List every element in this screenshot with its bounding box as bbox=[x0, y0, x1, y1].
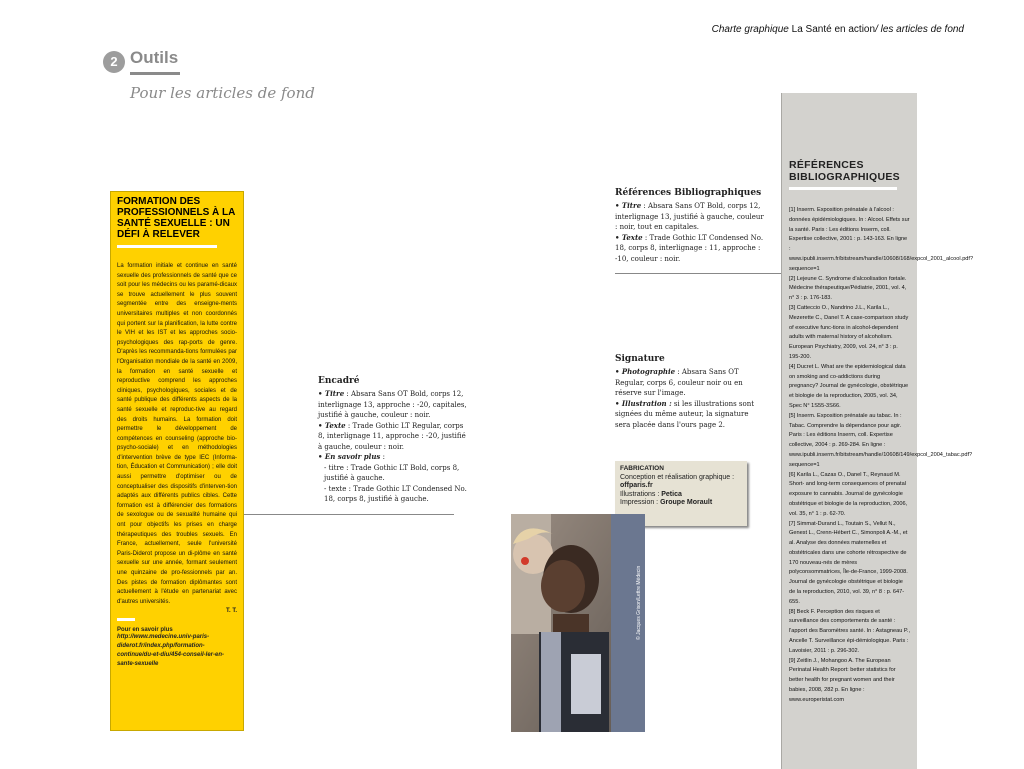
reference-item: [3] Catteccio O., Nandrino J.L., Karila L., Mezerette C., Danel T. A case-comparison study of executive func-tions in alcohol-dependent adults with maternal history of alcoholism. European Psychiatry, 2009, vol. 24, n° 3 : p. 195-200. bbox=[789, 304, 909, 360]
spec-sub-text: - texte : Trade Gothic LT Condensed No. 18, corps 8, justifié à gauche. bbox=[324, 484, 467, 503]
encadre-more-link[interactable]: http://www.medecine.univ-paris-diderot.fr/index.php/formation-continue/du-et-diu/454-conseil-ler-en-sante-sexuelle bbox=[117, 634, 225, 668]
refs-spec-body bbox=[615, 201, 765, 264]
section-number-badge: 2 bbox=[103, 51, 125, 73]
fabrication-value: Petica bbox=[661, 490, 682, 498]
spec-text: si les illustrations sont signées du même auteur, la signature sera placée dans l'ours page 2. bbox=[615, 399, 755, 429]
references-column bbox=[781, 93, 974, 769]
child-photo-illustration bbox=[511, 514, 645, 732]
spec-text: : Trade Gothic LT Condensed No. 18, corps 8, interlignage : 11, approche : -10, couleur : noir. bbox=[615, 233, 764, 263]
encadre-more-title: Pour en savoir plus bbox=[117, 627, 173, 634]
reference-item: [7] Simmat-Durand L., Toutain S., Vellut N., Genest L., Crenn-Hébert C., Simonpoli A.-M., et al. Analyse des données maternelles et obstétricales dans une cohorte rétrospective de 170 nouveau-nés de mères polyconsommatrices, Île-de-France, 1999-2008. Journal de gynécologie obstétrique et biologie de la reproduction, 2010, vol. 39, n° 8 : p. 647-655. bbox=[789, 520, 908, 605]
spec-label: • En savoir plus bbox=[318, 452, 381, 461]
reference-item: [4] Ducret L. What are the epidemiological data on smoking and co-addictions during pregnancy? Journal de gynécologie, obstétrique et biologie de la reproduction, 2005, vol. 34, Spec N° 1S55-3S66. bbox=[789, 363, 909, 409]
reference-item: [1] Inserm. Exposition prénatale à l'alcool : données épidémiologiques. In : Alcool. Effets sur la santé. Paris : Les éditions Inserm, coll. Expertise collective, 2001 : p. 143-163. En ligne : www.ipubli.inserm.fr/bitstream/handle/10608/168/expcol_2001_alcool.pdf?sequence=1 bbox=[789, 207, 974, 272]
spec-text: : Absara Sans OT Regular, corps 6, couleur noir ou en réserve sur l'image. bbox=[615, 368, 743, 397]
encadre-spec-title: Encadré bbox=[318, 376, 360, 386]
references-list bbox=[789, 206, 974, 706]
section-title-underline bbox=[130, 72, 180, 75]
refs-connector-line bbox=[615, 273, 787, 274]
section-title: Outils bbox=[130, 48, 179, 67]
encadre-box-body: La formation initiale et continue en santé sexuelle des professionnels de santé que ce soit pour les médecins ou les paramé-dicaux se trouve actuellement le plus souvent segmentée entre des enseigne-ments universitaires multiples et non coordonnés qui portent sur la planification, la lutte contre le VIH et les IST et les approches socio-psychologiques des rap-ports de genre. D'après les recommanda-tions formulées par l'Organisation mondiale de la santé en 2009, la formation en santé sexuelle et reproductive comprend les approches cliniques, psychologiques, sociales et de santé publique des différents aspects de la santé sexuelle et reproduc-tive au regard des droits humains. La formation doit permettre le développement de compétences en counseling (approche bio-psycho-sociale) et en méthodologies d'intervention brève de type IEC (Informa-tion, Éducation et Communication) ; elle doit aussi permettre d'optimiser ou de conceptualiser des dispositifs d'interven-tion adaptés aux différents publics cibles. Cette formation est à différencier des formations de sexologue ou de sexualité humaine qui ont pour objectifs les prises en charge thérapeutiques des troubles sexuels. En France, actuellement, seule l'université Paris-Diderot propose un di-plôme en santé sexuelle sur une année, formant seulement une quinzaine de pro-fessionnels par an. Des pistes de formation diplômantes sont actuellement à l'étude en partenariat avec d'autres universités. bbox=[117, 263, 237, 605]
spec-label: • Titre bbox=[318, 389, 345, 398]
child-photo bbox=[511, 514, 645, 732]
fabrication-line-1: Conception et réalisation graphique : bbox=[620, 473, 735, 481]
header-mid: La Santé en action bbox=[788, 24, 876, 35]
reference-item: [5] Inserm. Exposition prénatale au tabac. In : Tabac. Comprendre la dépendance pour agir. Paris : Les éditions Inserm, coll. Expertise collective, 2004 : p. 269-284. En ligne : www.ipubli.inserm.fr/bitstream/handle/10608/149/expcol_2004_tabac.pdf?sequence=1 bbox=[789, 412, 973, 468]
encadre-box-title: FORMATION DES PROFESSIONNELS À LA SANTÉ SEXUELLE : UN DÉFI À RELEVER bbox=[117, 196, 235, 240]
spec-text: : Trade Gothic LT Regular, corps 8, interlignage 11, approche : -20, justifié à gauche, couleur : noir. bbox=[318, 421, 466, 451]
refs-spec-title: Références Bibliographiques bbox=[615, 188, 762, 198]
encadre-title-bar bbox=[117, 245, 217, 248]
fabrication-line-2: offparis.fr bbox=[620, 482, 653, 490]
spec-label: • Texte bbox=[318, 420, 346, 430]
encadre-box-signature: T. T. bbox=[225, 608, 237, 615]
spec-text: : Absara Sans OT Bold, corps 12, interlignage 13, approche : -20, capitales, justifié à gauche, couleur : noir. bbox=[318, 390, 467, 419]
section-subtitle: Pour les articles de fond bbox=[130, 84, 315, 102]
spec-sub-title: - titre : Trade Gothic LT Bold, corps 8, justifié à gauche. bbox=[324, 463, 460, 482]
header-left: Charte graphique bbox=[711, 24, 789, 35]
signature-spec-title: Signature bbox=[615, 354, 665, 364]
header-right: / les articles de fond bbox=[875, 24, 964, 35]
references-title-bar bbox=[789, 187, 897, 190]
spec-label: • Texte bbox=[615, 232, 643, 242]
encadre-connector-line bbox=[244, 514, 454, 515]
fabrication-label: Illustrations : bbox=[620, 490, 662, 498]
reference-item: [6] Karila L., Cazas O., Danel T., Reynaud M. Short- and long-term consequences of prenatal exposure to cannabis. Journal de gynécologie obstétrique et biologie de la reproduction, 2006, vol. 35, n° 1 : p. 62-70. bbox=[789, 471, 908, 517]
reference-item: [2] Lejeune C. Syndrome d'alcoolisation fœtale. Médecine thérapeutique/Pédiatrie, 2001, vol. 4, n° 3 : p. 176-183. bbox=[789, 275, 907, 302]
spec-label: • Illustration : bbox=[615, 398, 672, 408]
photo-credit: © Jacques Grison/Lettre Médecin bbox=[636, 565, 642, 640]
fabrication-title: FABRICATION bbox=[620, 465, 664, 472]
spec-label: • Titre bbox=[615, 201, 642, 210]
encadre-box bbox=[110, 191, 244, 731]
spec-text: : bbox=[380, 453, 385, 461]
encadre-spec-body bbox=[318, 389, 468, 505]
signature-spec-body bbox=[615, 367, 765, 430]
spec-text: : Absara Sans OT Bold, corps 12, interlignage 13, justifié à gauche, couleur : noir, tout en capitales. bbox=[615, 202, 764, 231]
reference-item: [9] Zeitlin J., Mohangoo A. The European Perinatal Health Report: better statistics for better health for pregnant women and their babies, 2008, 282 p. En ligne : www.europeristat.com bbox=[789, 657, 896, 703]
fabrication-value: Groupe Morault bbox=[660, 499, 713, 507]
references-title: RÉFÉRENCES BIBLIOGRAPHIQUES bbox=[789, 159, 900, 183]
spec-label: • Photographie bbox=[615, 367, 676, 376]
encadre-more-bar bbox=[117, 618, 135, 621]
page-header bbox=[712, 24, 964, 35]
fabrication-label: Impression : bbox=[620, 499, 661, 507]
reference-item: [8] Beck F. Perception des risques et surveillance des comportements de santé : l'apport des Baromètres santé. In : Astagneau P., Ancelle T. Surveillance épi-démiologique. Paris : Lavoisier, 2011 : p. 296-302. bbox=[789, 608, 910, 654]
